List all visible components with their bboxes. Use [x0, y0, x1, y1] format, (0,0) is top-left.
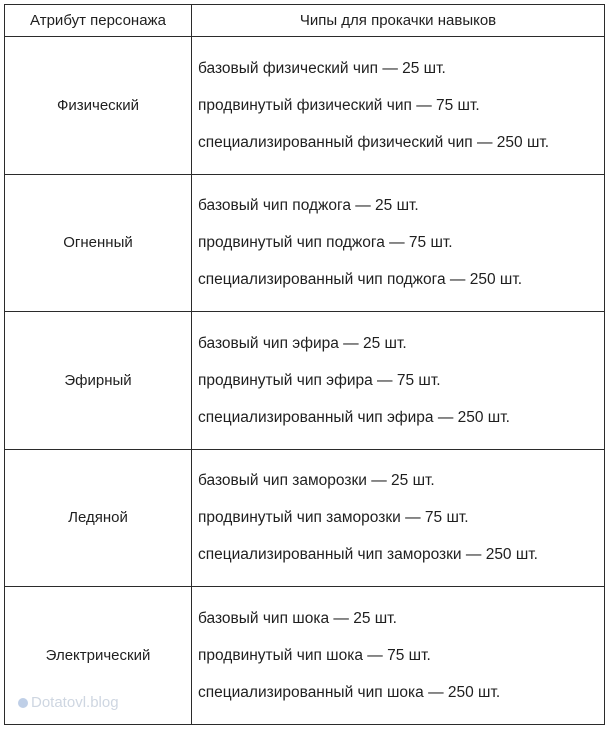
table-row — [5, 174, 605, 312]
attribute-cell: Эфирный — [5, 312, 192, 450]
chip-item: продвинутый физический чип — 75 шт. — [198, 96, 480, 114]
attribute-cell: Электрический — [5, 587, 192, 725]
chip-item: специализированный чип шока — 250 шт. — [198, 683, 501, 701]
dot-icon — [18, 698, 28, 708]
chip-item: базовый чип эфира — 25 шт. — [198, 334, 407, 352]
chips-cell — [192, 37, 605, 175]
watermark-text: Dotatovl.blog — [31, 694, 119, 711]
table-row — [5, 449, 605, 587]
watermark — [18, 694, 119, 711]
header-attribute: Атрибут персонажа — [5, 5, 192, 37]
chips-cell — [192, 312, 605, 450]
chips-cell — [192, 587, 605, 725]
header-row — [5, 5, 605, 37]
chip-item: специализированный чип поджога — 250 шт. — [198, 271, 523, 289]
chips-cell — [192, 174, 605, 312]
chip-item: специализированный чип заморозки — 250 шт. — [198, 546, 538, 564]
table-row — [5, 37, 605, 175]
header-chips: Чипы для прокачки навыков — [192, 5, 605, 37]
chips-cell — [192, 449, 605, 587]
chip-item: продвинутый чип эфира — 75 шт. — [198, 371, 441, 389]
attribute-cell: Огненный — [5, 174, 192, 312]
chip-item: базовый чип заморозки — 25 шт. — [198, 472, 435, 490]
chip-item: продвинутый чип поджога — 75 шт. — [198, 234, 453, 252]
attribute-cell: Физический — [5, 37, 192, 175]
chip-item: базовый чип поджога — 25 шт. — [198, 197, 419, 215]
chips-table — [4, 4, 605, 725]
table-row — [5, 312, 605, 450]
chip-item: специализированный чип эфира — 250 шт. — [198, 408, 510, 426]
chip-item: продвинутый чип шока — 75 шт. — [198, 646, 431, 664]
chip-item: базовый физический чип — 25 шт. — [198, 59, 446, 77]
chip-item: базовый чип шока — 25 шт. — [198, 609, 397, 627]
chip-item: продвинутый чип заморозки — 75 шт. — [198, 509, 469, 527]
chip-item: специализированный физический чип — 250 шт. — [198, 133, 550, 151]
attribute-cell: Ледяной — [5, 449, 192, 587]
